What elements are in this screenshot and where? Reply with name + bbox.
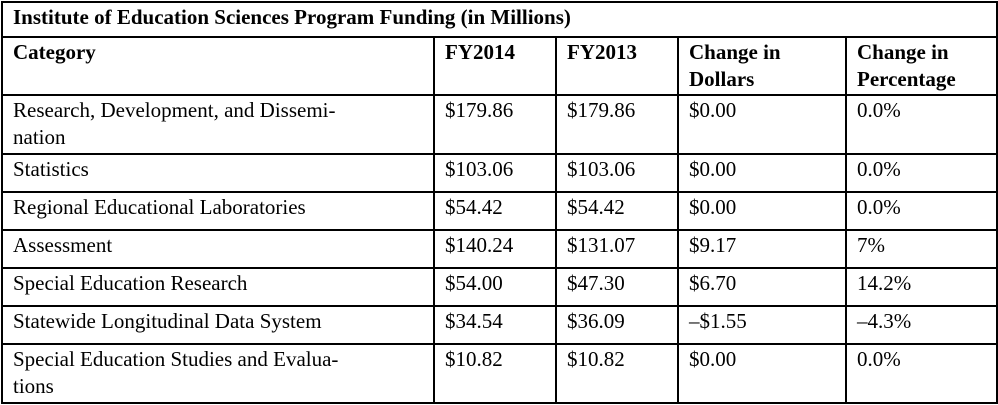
fy2013-cell: $103.06 [556, 154, 678, 192]
column-header-change-percentage: Change in Percentage [846, 37, 997, 95]
category-cell: Statistics [2, 154, 434, 192]
category-cell: Regional Educational Laboratories [2, 192, 434, 230]
fy2013-cell: $179.86 [556, 95, 678, 154]
fy2013-cell: $131.07 [556, 230, 678, 268]
table-row [2, 95, 997, 154]
fy2013-cell: $54.42 [556, 192, 678, 230]
fy2013-cell: $47.30 [556, 268, 678, 306]
table-title: Institute of Education Sciences Program Funding (in Millions) [2, 2, 997, 37]
category-cell: Special Education Research [2, 268, 434, 306]
table-row [2, 154, 997, 192]
table-row [2, 344, 997, 403]
change-percent-cell: 14.2% [846, 268, 997, 306]
fy2014-cell: $103.06 [434, 154, 556, 192]
category-cell: Assessment [2, 230, 434, 268]
change-dollars-cell: $0.00 [678, 344, 846, 403]
change-dollars-cell: $0.00 [678, 95, 846, 154]
change-percent-cell: 0.0% [846, 192, 997, 230]
fy2014-cell: $54.42 [434, 192, 556, 230]
category-cell [2, 344, 434, 403]
column-header-fy2014: FY2014 [434, 37, 556, 95]
column-header-fy2013: FY2013 [556, 37, 678, 95]
category-cell [2, 95, 434, 154]
change-dollars-cell: $0.00 [678, 154, 846, 192]
change-dollars-cell: $9.17 [678, 230, 846, 268]
column-header-change-dollars: Change in Dollars [678, 37, 846, 95]
funding-table [1, 1, 998, 404]
change-percent-cell: 0.0% [846, 154, 997, 192]
header-row [2, 37, 997, 95]
change-percent-cell: –4.3% [846, 306, 997, 344]
category-cell: Statewide Longitudinal Data System [2, 306, 434, 344]
column-header-category: Category [2, 37, 434, 95]
fy2014-cell: $54.00 [434, 268, 556, 306]
change-percent-cell: 7% [846, 230, 997, 268]
change-percent-cell: 0.0% [846, 95, 997, 154]
fy2013-cell: $36.09 [556, 306, 678, 344]
fy2014-cell: $140.24 [434, 230, 556, 268]
change-percent-cell: 0.0% [846, 344, 997, 403]
category-text: Special Education Studies and Evalua- tions [13, 347, 339, 398]
table-row [2, 306, 997, 344]
table-row [2, 230, 997, 268]
fy2013-cell: $10.82 [556, 344, 678, 403]
change-dollars-cell: $0.00 [678, 192, 846, 230]
fy2014-cell: $179.86 [434, 95, 556, 154]
title-row [2, 2, 997, 37]
change-dollars-cell: $6.70 [678, 268, 846, 306]
table-row [2, 268, 997, 306]
category-text: Research, Development, and Dissemi- nation [13, 98, 336, 149]
fy2014-cell: $34.54 [434, 306, 556, 344]
table-row [2, 192, 997, 230]
fy2014-cell: $10.82 [434, 344, 556, 403]
change-dollars-cell: –$1.55 [678, 306, 846, 344]
